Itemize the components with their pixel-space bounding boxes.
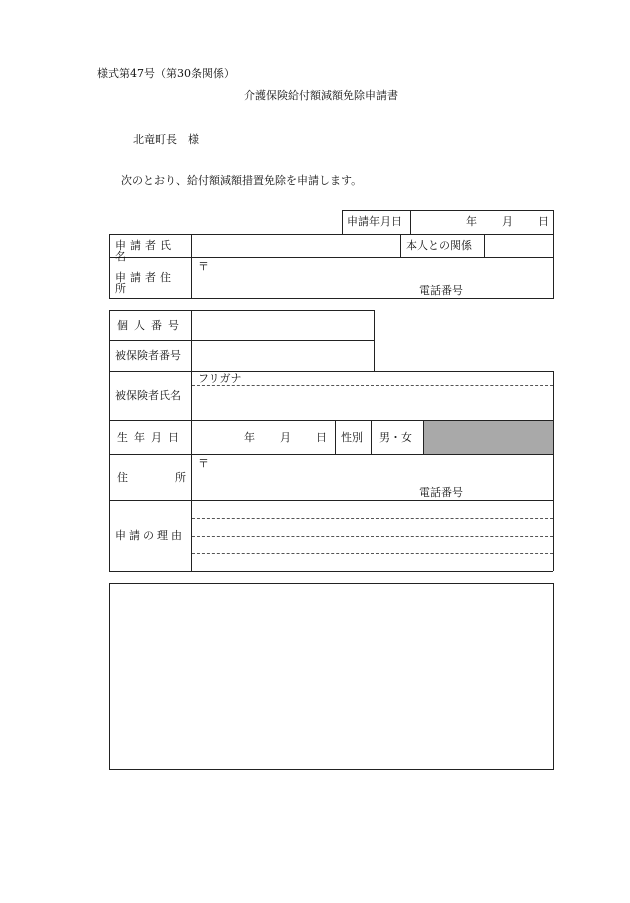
application-date-label: 申請年月日 <box>347 215 402 228</box>
divider <box>342 210 343 234</box>
birth-year: 年 <box>244 431 255 444</box>
form-number: 様式第47号（第30条関係） <box>97 67 235 80</box>
personal-number-label: 個人番号 <box>117 319 185 332</box>
reason-label: 申請の理由 <box>115 529 185 542</box>
divider <box>371 420 372 454</box>
applicant-phone-label: 電話番号 <box>419 284 463 297</box>
divider <box>109 234 110 298</box>
shaded-cell <box>424 421 553 454</box>
applicant-name-label-text: 申請者氏名 <box>115 239 175 263</box>
gender-options: 男・女 <box>379 431 412 444</box>
relationship-label: 本人との関係 <box>406 239 472 252</box>
reason-line <box>192 518 553 519</box>
reason-line <box>192 536 553 537</box>
postal-mark: 〒 <box>198 260 209 273</box>
insured-name-label: 被保険者氏名 <box>115 389 181 402</box>
divider <box>109 310 110 571</box>
divider <box>553 210 554 299</box>
insured-address-label-b: 所 <box>175 471 186 484</box>
applicant-address-label-text: 申請者住所 <box>115 271 175 295</box>
divider <box>109 571 553 572</box>
divider <box>109 454 553 455</box>
application-date-day: 日 <box>538 215 549 228</box>
birth-month: 月 <box>280 431 291 444</box>
postal-mark: 〒 <box>198 457 209 470</box>
divider <box>109 310 374 311</box>
birth-day: 日 <box>316 431 327 444</box>
divider <box>410 210 411 234</box>
application-statement: 次のとおり、給付額減額措置免除を申請します。 <box>121 174 363 187</box>
applicant-address-label <box>115 272 185 294</box>
divider <box>374 310 375 371</box>
divider <box>335 420 336 454</box>
insured-address-label-a: 住 <box>117 471 128 484</box>
divider <box>553 371 554 571</box>
birth-date-label: 生年月日 <box>117 431 185 444</box>
insured-phone-label: 電話番号 <box>419 486 463 499</box>
divider <box>109 298 553 299</box>
divider <box>191 310 192 571</box>
application-date-year: 年 <box>466 215 477 228</box>
divider <box>109 340 374 341</box>
gender-label: 性別 <box>341 431 363 444</box>
insured-number-label: 被保険者番号 <box>115 349 181 362</box>
furigana-label: フリガナ <box>198 372 242 385</box>
divider <box>109 500 553 501</box>
notes-box <box>109 583 554 770</box>
divider <box>484 234 485 257</box>
divider <box>109 234 553 235</box>
addressee: 北竜町長 様 <box>133 133 199 146</box>
furigana-divider <box>192 385 553 386</box>
applicant-table-top-line <box>342 210 553 211</box>
document-title: 介護保険給付額減額免除申請書 <box>244 89 398 102</box>
applicant-name-label <box>115 240 185 262</box>
reason-line <box>192 553 553 554</box>
divider <box>400 234 401 257</box>
divider <box>109 371 553 372</box>
divider <box>191 234 192 298</box>
application-date-month: 月 <box>502 215 513 228</box>
